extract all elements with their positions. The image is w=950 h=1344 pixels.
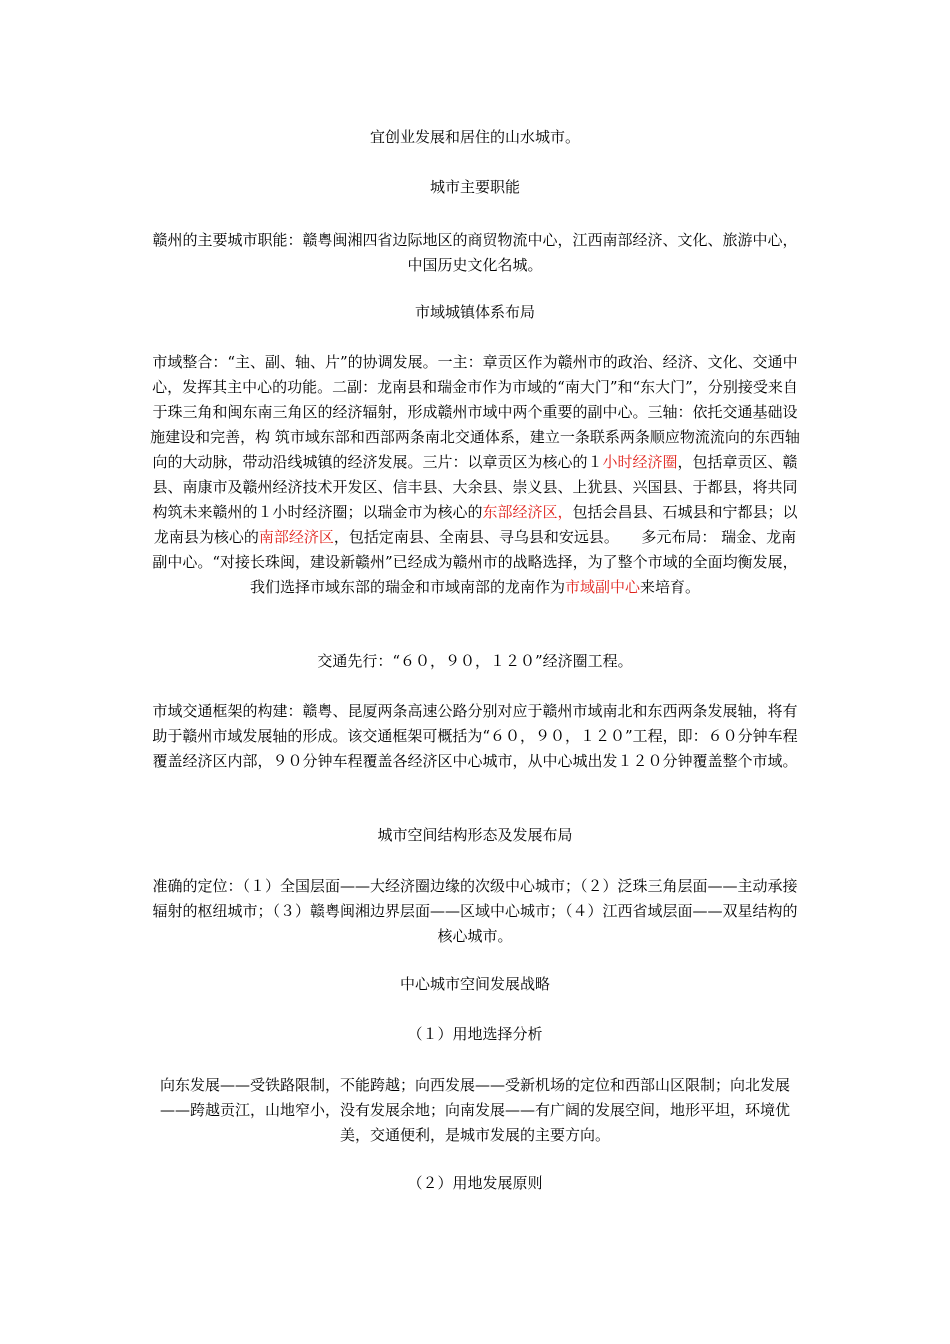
heading-functions: 城市主要职能 <box>429 178 520 196</box>
heading-town-layout-text: 市域城镇体系布局 <box>414 303 535 321</box>
heading-spatial-structure: 城市空间结构形态及发展布局 <box>377 826 573 844</box>
heading-land-selection: （１）用地选择分析 <box>407 1025 543 1043</box>
highlight-one-hour-circle: 小时经济圈 <box>602 453 678 471</box>
layout-text-3: 包括会昌县、石城县和宁都县；以龙南县为核心的 <box>153 503 798 546</box>
paragraph-functions: 赣州的主要城市职能：赣粤闽湘四省边际地区的商贸物流中心，江西南部经济、文化、旅游中心，中国历史文化名城。 <box>152 231 798 274</box>
layout-text-2: ，包括章贡区、赣县、南康市及赣州经济技术开发区、信丰县、大余县、崇义县、上犹县、兴国县、于都县，将共同构筑未来赣州的１小时经济圈；以瑞金市为核心的 <box>152 453 798 521</box>
paragraph-land-selection: 向东发展——受铁路限制，不能跨越；向西发展——受新机场的定位和西部山区限制；向北发展——跨越贡江，山地窄小，没有发展余地；向南发展——有广阔的发展空间，地形平坦，环境优美，交通便利，是城市发展的主要方向。 <box>159 1076 790 1144</box>
heading-spatial-strategy: 中心城市空间发展战略 <box>399 975 550 993</box>
layout-text-4: ，包括定南县、全南县、寻乌县和安远县。 多元布局： 瑞金、龙南副中心。“对接长珠闽，建设新赣州”已经成为赣州市的战略选择，为了整个市域的全面均衡发展，我们选择市域东部的瑞金和市域南部的龙南作为 <box>152 528 798 596</box>
highlight-eastern-zone: 东部经济区， <box>482 503 573 521</box>
layout-text-5: 来培育。 <box>640 578 701 596</box>
heading-town-layout <box>148 301 802 323</box>
intro-line: 宜创业发展和居住的山水城市。 <box>369 128 580 146</box>
layout-text-1: 市域整合：“主、副、轴、片”的协调发展。一主：章贡区作为赣州市的政治、经济、文化、交通中心，发挥其主中心的功能。二副：龙南县和瑞金市作为市域的“南大门”和“东大门”，分别接受来自于珠三角和闽东南三角区的经济辐射，形成赣州市域中两个重要的副中心。三轴：依托交通基础设施建设和完善，构 筑市域东部和西部两条南北交通体系，建立一条联系两条顺应物流流向的东西轴向的大动脉，带动沿线城镇的经济发展。三片：以章贡区为核心的１ <box>150 353 800 471</box>
highlight-southern-zone: 南部经济区 <box>258 528 334 546</box>
paragraph-town-layout <box>148 350 802 600</box>
paragraph-positioning: 准确的定位：（１）全国层面——大经济圈边缘的次级中心城市；（２）泛珠三角层面——主动承接辐射的枢纽城市；（３）赣粤闽湘边界层面——区域中心城市；（４）江西省域层面——双星结构的核心城市。 <box>152 877 798 945</box>
heading-transport: 交通先行：“６０，９０，１２０”经济圈工程。 <box>317 652 633 670</box>
highlight-sub-center: 市域副中心 <box>564 578 640 596</box>
heading-land-principles: （２）用地发展原则 <box>407 1174 543 1192</box>
paragraph-transport: 市域交通框架的构建：赣粤、昆厦两条高速公路分别对应于赣州市域南北和东西两条发展轴，将有助于赣州市域发展轴的形成。该交通框架可概括为“６０，９０，１２０”工程，即：６０分钟车程覆盖经济区内部，９０分钟车程覆盖各经济区中心城市，从中心城出发１２０分钟覆盖整个市域。 <box>152 702 798 770</box>
